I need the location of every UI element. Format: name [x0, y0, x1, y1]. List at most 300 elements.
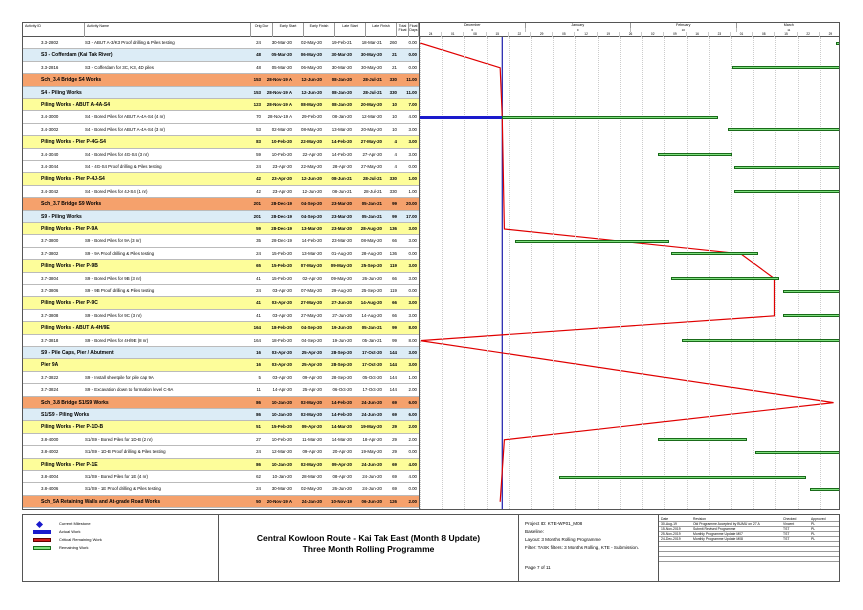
- cell-tf: 69: [392, 474, 397, 479]
- group-row[interactable]: [23, 347, 419, 359]
- cell-es: 18-Feb-20: [271, 337, 292, 343]
- cell-ef: 22-Apr-20: [302, 151, 322, 157]
- cell-name: S9 - Bored Piles for 9B (3 nr): [85, 275, 142, 281]
- cell-fd: 0.00: [408, 288, 417, 293]
- timescale-day: 24: [420, 32, 442, 37]
- table-row[interactable]: [23, 335, 419, 347]
- cell-dur: 164: [253, 337, 261, 343]
- cell-lf: 12-Mar-20: [361, 114, 382, 120]
- timescale-day: 08: [464, 32, 486, 37]
- cell-dur: 86: [256, 399, 261, 405]
- cell-tf: 10: [392, 114, 397, 120]
- cell-name: S4 - Piling Works: [41, 89, 82, 96]
- group-row[interactable]: [23, 459, 419, 471]
- cell-tf: 66: [392, 238, 397, 244]
- cell-es: 10-Jan-20: [272, 474, 292, 479]
- cell-name: S1/S9 - 1D-B Proof drilling & Piles testing: [85, 449, 166, 455]
- cell-ef: 13-Mar-20: [301, 226, 322, 231]
- gridline: [531, 37, 532, 510]
- cell-fd: 3.00: [408, 312, 417, 318]
- cell-tf: 69: [392, 486, 397, 492]
- cell-dur: 65: [256, 263, 261, 269]
- activity-bar[interactable]: [502, 116, 717, 119]
- table-row[interactable]: [23, 235, 419, 247]
- activity-bar[interactable]: [682, 339, 840, 342]
- cell-name: S9 - Bored Piles for 9C (3 nr): [85, 312, 142, 318]
- cell-es: 03-Apr-20: [272, 288, 292, 293]
- table-row[interactable]: [23, 248, 419, 260]
- cell-es: 10-Jan-20: [271, 412, 292, 417]
- cell-tf: 4: [394, 151, 397, 157]
- cell-id: 3.7-3818: [41, 337, 59, 343]
- cell-name: Piling Works - Pier P-4G-S4: [41, 139, 106, 146]
- cell-ef: 22-May-20: [300, 139, 322, 145]
- revision-cell: Vincent: [783, 522, 795, 526]
- activity-bar[interactable]: [732, 66, 840, 69]
- activity-bar[interactable]: [783, 290, 840, 293]
- cell-lf: 24-Jun-20: [361, 461, 382, 467]
- cell-ef: 12-Jun-20: [301, 176, 322, 182]
- cell-dur: 201: [253, 201, 261, 207]
- cell-ef: 04-Sep-20: [301, 325, 322, 331]
- cell-fd: 1.00: [408, 188, 417, 194]
- cell-name: S4 - Bored Piles for ABUT A-4A-S4 (4 nr): [85, 114, 165, 120]
- cell-id: 3.7-3824: [41, 387, 59, 393]
- revision-cell: 30-Aug-19: [661, 522, 677, 526]
- cell-ls: 29-Aug-20: [331, 288, 352, 293]
- col-late-start[interactable]: Late Start: [335, 23, 366, 37]
- group-row[interactable]: [23, 211, 419, 223]
- cell-ls: 08-Jun-21: [332, 188, 352, 194]
- timescale-day: 12: [575, 32, 597, 37]
- cell-tf: 144: [389, 362, 397, 368]
- cell-tf: 29: [392, 424, 397, 430]
- cell-ef: 04-Sep-20: [301, 213, 322, 219]
- table-row[interactable]: [23, 471, 419, 483]
- cell-tf: 260: [389, 40, 397, 45]
- cell-fd: 3.00: [408, 238, 417, 244]
- cell-lf: 19-May-20: [361, 449, 382, 455]
- cell-ls: 01-Aug-20: [331, 250, 352, 256]
- cell-name: S9 - Install sheetpile for pile cap 9A: [85, 374, 154, 380]
- timescale-day: 15: [775, 32, 797, 37]
- gridline: [553, 37, 554, 510]
- revision-cell: 25-Nov-2019: [661, 532, 681, 536]
- cell-dur: 16: [256, 362, 261, 368]
- cell-dur: 24: [256, 250, 261, 256]
- cell-name: S1/S9 - Bored Piles for 1E (4 nr): [85, 474, 148, 479]
- gridline: [487, 37, 488, 510]
- cell-dur: 27: [256, 436, 261, 442]
- cell-ef: 07-May-20: [300, 263, 322, 269]
- cell-dur: 41: [256, 300, 261, 306]
- cell-fd: 8.00: [408, 325, 417, 331]
- revision-cell: PL: [811, 522, 816, 526]
- critical-bar[interactable]: [420, 116, 502, 119]
- group-row[interactable]: [23, 198, 419, 210]
- cell-id: 3.8-4000: [41, 436, 59, 442]
- cell-lf: 28-Jul-21: [362, 77, 382, 83]
- cell-fd: 0.00: [408, 250, 417, 256]
- cell-ef: 02-May-20: [301, 40, 322, 45]
- cell-ls: 28-Apr-20: [332, 164, 352, 169]
- cell-tf: 99: [392, 325, 397, 331]
- cell-es: 03-Apr-20: [271, 362, 292, 368]
- cell-dur: 62: [256, 474, 261, 479]
- table-row[interactable]: [23, 384, 419, 396]
- cell-es: 03-Apr-20: [272, 374, 292, 380]
- cell-es: 30-Mar-20: [271, 486, 292, 492]
- cell-dur: 42: [256, 176, 261, 182]
- col-activity-name[interactable]: Activity Name: [85, 23, 251, 37]
- cell-ls: 30-Mar-20: [331, 64, 352, 70]
- gridline: [575, 37, 576, 510]
- cell-es: 03-Apr-20: [271, 350, 292, 355]
- revision-cell: PL: [811, 532, 816, 536]
- cell-lf: 24-Jun-20: [361, 412, 382, 417]
- cell-tf: 66: [392, 275, 397, 281]
- activity-bar[interactable]: [783, 314, 840, 317]
- cell-dur: 164: [253, 325, 261, 331]
- cell-es: 28-Dec-19: [271, 213, 292, 219]
- gantt-overlay: [420, 23, 840, 510]
- col-late-finish[interactable]: Late Finish: [366, 23, 397, 37]
- timescale-month: March: [737, 23, 841, 28]
- cell-fd: 4.00: [408, 474, 417, 479]
- timescale-month: December: [420, 23, 526, 28]
- cell-dur: 83: [256, 139, 261, 145]
- cell-es: 28-Dec-19: [271, 238, 292, 244]
- cell-tf: 69: [392, 461, 397, 467]
- cell-es: 18-Feb-20: [271, 325, 292, 331]
- cell-tf: 330: [389, 176, 397, 182]
- cell-tf: 99: [392, 213, 397, 219]
- schedule-sheet: [22, 22, 840, 510]
- cell-ef: 25-Apr-20: [302, 387, 322, 393]
- activity-bar[interactable]: [658, 438, 747, 441]
- cell-ls: 28-Sep-20: [331, 374, 352, 380]
- cell-id: 3.7-3822: [41, 374, 59, 380]
- group-row[interactable]: [23, 49, 419, 61]
- table-row[interactable]: [23, 434, 419, 446]
- cell-ef: 22-May-20: [301, 164, 322, 169]
- col-float-days[interactable]: Float Days: [409, 23, 419, 37]
- group-row[interactable]: [23, 496, 419, 508]
- cell-name: S9 - Bored Piles for 9A (3 nr): [85, 238, 142, 244]
- cell-dur: 48: [256, 64, 261, 70]
- revision-cell: Monthly Programme Update M08: [693, 537, 743, 541]
- cell-ef: 02-Apr-20: [302, 275, 322, 281]
- cell-ls: 19-Jun-20: [332, 337, 352, 343]
- cell-lf: 19-May-20: [360, 424, 382, 430]
- cell-lf: 24-Jun-20: [362, 486, 382, 492]
- cell-ef: 12-Jun-20: [301, 89, 322, 95]
- table-row[interactable]: [23, 37, 419, 49]
- progress-line: [420, 43, 834, 502]
- group-row[interactable]: [23, 87, 419, 99]
- revision-row-empty: [659, 557, 839, 562]
- legend-label: Critical Remaining Work: [59, 537, 102, 542]
- gantt-chart: [419, 23, 840, 510]
- cell-lf: 26-Jun-20: [362, 275, 382, 281]
- cell-dur: 24: [256, 486, 261, 492]
- revision-cell: TST: [783, 527, 790, 531]
- cell-lf: 28-Aug-20: [360, 226, 382, 231]
- cell-tf: 29: [392, 436, 397, 442]
- cell-ef: 09-Apr-20: [302, 374, 322, 380]
- cell-ef: 02-May-20: [300, 461, 322, 467]
- cell-ef: 13-Mar-20: [301, 250, 322, 256]
- cell-tf: 144: [389, 374, 397, 380]
- cell-lf: 18-Apr-20: [362, 436, 382, 442]
- cell-ef: 27-May-20: [300, 300, 322, 306]
- cell-id: 3.4-3040: [41, 151, 59, 157]
- group-row[interactable]: [23, 136, 419, 148]
- cell-ls: 13-Mar-20: [331, 126, 352, 132]
- timescale-day: 22: [798, 32, 820, 37]
- cell-ef: 29-Feb-20: [301, 114, 322, 120]
- cell-ls: 23-Mar-20: [331, 226, 352, 231]
- rev-checked-header: Checked: [783, 517, 797, 521]
- group-row[interactable]: [23, 409, 419, 421]
- table-row[interactable]: [23, 149, 419, 161]
- cell-dur: 86: [256, 461, 261, 467]
- group-row[interactable]: [23, 223, 419, 235]
- cell-id: 3.7-3802: [41, 250, 59, 256]
- cell-ef: 28-Mar-20: [301, 474, 322, 479]
- activity-bar[interactable]: [671, 252, 758, 255]
- cell-ls: 28-Sep-20: [331, 362, 352, 368]
- cell-fd: 0.00: [408, 449, 417, 455]
- gridline: [642, 37, 643, 510]
- timescale-day: 01: [442, 32, 464, 37]
- cell-dur: 24: [256, 449, 261, 455]
- cell-dur: 5: [258, 374, 261, 380]
- activity-bar[interactable]: [515, 240, 669, 243]
- table-row[interactable]: [23, 273, 419, 285]
- cell-ls: 08-Jan-20: [332, 114, 352, 120]
- cell-fd: 0.00: [408, 52, 417, 58]
- cell-ef: 08-May-20: [301, 126, 322, 132]
- cell-dur: 59: [256, 151, 261, 157]
- cell-dur: 42: [256, 188, 261, 194]
- group-row[interactable]: [23, 397, 419, 409]
- gridline: [509, 37, 510, 510]
- cell-lf: 05-Oct-20: [362, 374, 382, 380]
- cell-es: 28-Nov-19 A: [267, 114, 292, 120]
- activity-bar[interactable]: [671, 277, 779, 280]
- timescale-month: January: [526, 23, 632, 28]
- group-row[interactable]: [23, 322, 419, 334]
- cell-fd: 3.00: [408, 275, 417, 281]
- activity-bar[interactable]: [728, 128, 840, 131]
- cell-lf: 28-Jul-21: [362, 89, 382, 95]
- cell-tf: 10: [392, 102, 397, 107]
- cell-lf: 27-May-20: [360, 139, 382, 145]
- cell-ef: 12-Jun-20: [301, 77, 322, 83]
- cell-name: S9 - 9A Proof drilling & Piles testing: [85, 250, 155, 256]
- timescale-month-number: 6: [420, 28, 526, 32]
- revision-cell: Monthly Programme Update M07: [693, 532, 743, 536]
- cell-es: 30-Mar-20: [271, 40, 292, 45]
- cell-es: 15-Feb-20: [271, 263, 292, 269]
- legend-label: Remaining Work: [59, 545, 89, 550]
- cell-es: 03-Apr-20: [272, 312, 292, 318]
- activity-bar[interactable]: [559, 476, 806, 479]
- cell-id: 3.7-3806: [41, 288, 59, 293]
- table-row[interactable]: [23, 446, 419, 458]
- timescale-day: 22: [509, 32, 531, 37]
- table-row[interactable]: [23, 161, 419, 173]
- group-row[interactable]: [23, 297, 419, 309]
- cell-es: 10-Feb-20: [271, 151, 292, 157]
- cell-tf: 21: [392, 52, 397, 58]
- cell-fd: 17.00: [406, 213, 417, 219]
- cell-lf: 05-Jan-21: [361, 201, 382, 207]
- cell-lf: 24-Jun-20: [361, 399, 382, 405]
- cell-es: 03-Apr-20: [271, 300, 292, 306]
- group-row[interactable]: [23, 74, 419, 86]
- cell-lf: 30-May-20: [360, 52, 382, 58]
- revision-cell: TST: [783, 532, 790, 536]
- group-row[interactable]: [23, 421, 419, 433]
- cell-dur: 201: [253, 213, 261, 219]
- cell-lf: 06-Jun-20: [361, 498, 382, 504]
- activity-bar[interactable]: [734, 190, 840, 193]
- cell-tf: 330: [389, 77, 397, 83]
- cell-name: S9 - Pile Caps, Pier / Abutment: [41, 350, 114, 356]
- cell-dur: 59: [256, 226, 261, 231]
- cell-dur: 51: [256, 424, 261, 430]
- baseline: Baseline:: [525, 529, 544, 534]
- col-orig-dur[interactable]: Orig Dur: [251, 23, 273, 37]
- cell-ef: 06-May-20: [300, 52, 322, 58]
- cell-name: Piling Works - ABUT A-4A-S4: [41, 102, 110, 108]
- table-row[interactable]: [23, 186, 419, 198]
- page-number: Page 7 of 11: [525, 565, 551, 570]
- cell-lf: 25-Sep-20: [361, 288, 382, 293]
- cell-fd: 1.00: [408, 374, 417, 380]
- cell-fd: 20.00: [406, 201, 417, 207]
- table-row[interactable]: [23, 124, 419, 136]
- col-early-finish[interactable]: Early Finish: [304, 23, 335, 37]
- group-row[interactable]: [23, 260, 419, 272]
- cell-lf: 20-May-20: [361, 126, 382, 132]
- table-row[interactable]: [23, 285, 419, 297]
- legend: [23, 515, 219, 581]
- col-total-float[interactable]: Total Float: [397, 23, 409, 37]
- group-row[interactable]: [23, 173, 419, 185]
- cell-ef: 02-May-20: [301, 486, 322, 492]
- cell-es: 28-Nov-19 A: [266, 102, 292, 107]
- cell-fd: 1.00: [408, 176, 417, 182]
- table-row[interactable]: [23, 111, 419, 123]
- gridline: [442, 37, 443, 510]
- cell-fd: 4.00: [408, 461, 417, 467]
- timescale-month-number: 9: [526, 28, 632, 32]
- timescale-day: 02: [642, 32, 664, 37]
- cell-name: Piling Works - Pier P-9C: [41, 300, 98, 307]
- cell-ls: 08-Jan-20: [331, 102, 352, 107]
- cell-tf: 69: [392, 412, 397, 417]
- col-early-start[interactable]: Early Start: [273, 23, 304, 37]
- timescale-month-number: 10: [631, 28, 737, 32]
- group-row[interactable]: [23, 99, 419, 111]
- cell-fd: 11.00: [406, 77, 417, 83]
- gridline: [620, 37, 621, 510]
- cell-tf: 4: [394, 164, 397, 169]
- cell-ls: 08-Apr-20: [332, 474, 352, 479]
- cell-name: S9 - Bored Piles for 4H/9E (8 nr): [85, 337, 149, 343]
- cell-dur: 24: [256, 288, 261, 293]
- cell-name: S1/S9 - 1E Proof drilling & Piles testing: [85, 486, 161, 492]
- cell-id: 3.4-3000: [41, 114, 59, 120]
- activity-bar[interactable]: [755, 451, 840, 454]
- cell-lf: 17-Oct-20: [361, 362, 382, 368]
- cell-lf: 27-May-20: [361, 164, 382, 169]
- cell-tf: 66: [392, 312, 397, 318]
- cell-ef: 09-Apr-20: [302, 449, 322, 455]
- cell-ef: 14-Feb-20: [301, 238, 322, 244]
- legend-label: Current Milestone: [59, 521, 91, 526]
- cell-dur: 11: [256, 387, 261, 393]
- group-row[interactable]: [23, 359, 419, 371]
- revision-table: [659, 517, 839, 579]
- activity-bar[interactable]: [836, 42, 840, 45]
- cell-id: 3.7-3804: [41, 275, 59, 281]
- cell-tf: 4: [394, 139, 397, 145]
- cell-ls: 14-Feb-20: [331, 151, 352, 157]
- revision-cell: PL: [811, 537, 816, 541]
- cell-lf: 17-Oct-20: [362, 387, 382, 393]
- report-title: Central Kowloon Route - Kai Tak East (Month 8 Update): [256, 533, 481, 543]
- cell-lf: 14-Aug-20: [361, 312, 382, 318]
- timescale-month-number: 11: [737, 28, 841, 32]
- cell-ls: 14-Feb-20: [331, 412, 352, 417]
- gridline: [775, 37, 776, 510]
- activity-bar[interactable]: [734, 166, 840, 169]
- cell-es: 15-Feb-20: [271, 250, 292, 256]
- revision-cell: TST: [783, 537, 790, 541]
- cell-ls: 08-Jun-21: [331, 176, 352, 182]
- revision-cell: Old Programme Accepted by BUMU on 27 A: [693, 522, 760, 526]
- cell-dur: 153: [253, 77, 261, 83]
- cell-lf: 25-Sep-20: [361, 263, 382, 269]
- table-row[interactable]: [23, 483, 419, 495]
- cell-id: 3.3-2816: [41, 64, 59, 70]
- cell-id: 3.7-3800: [41, 238, 59, 244]
- col-activity-id[interactable]: Activity ID: [23, 23, 85, 37]
- rev-approved-header: Approved: [811, 517, 826, 521]
- cell-ef: 24-Jan-20: [301, 498, 322, 504]
- cell-tf: 136: [389, 226, 397, 231]
- cell-name: S1/S9 - Bored Piles for 1D-B (2 nr): [85, 436, 153, 442]
- table-row[interactable]: [23, 310, 419, 322]
- table-row[interactable]: [23, 62, 419, 74]
- cell-es: 10-Feb-20: [271, 436, 292, 442]
- cell-ef: 08-May-20: [300, 102, 322, 107]
- cell-fd: 6.00: [408, 412, 417, 417]
- cell-fd: 7.00: [408, 102, 417, 107]
- cell-name: Piling Works - Pier P-9B: [41, 263, 98, 270]
- activity-bar[interactable]: [810, 488, 840, 491]
- table-row[interactable]: [23, 372, 419, 384]
- cell-fd: 0.00: [408, 64, 417, 70]
- cell-fd: 11.00: [406, 89, 417, 95]
- activity-bar[interactable]: [658, 153, 732, 156]
- cell-fd: 3.00: [408, 300, 417, 306]
- timescale-day: 23: [709, 32, 731, 37]
